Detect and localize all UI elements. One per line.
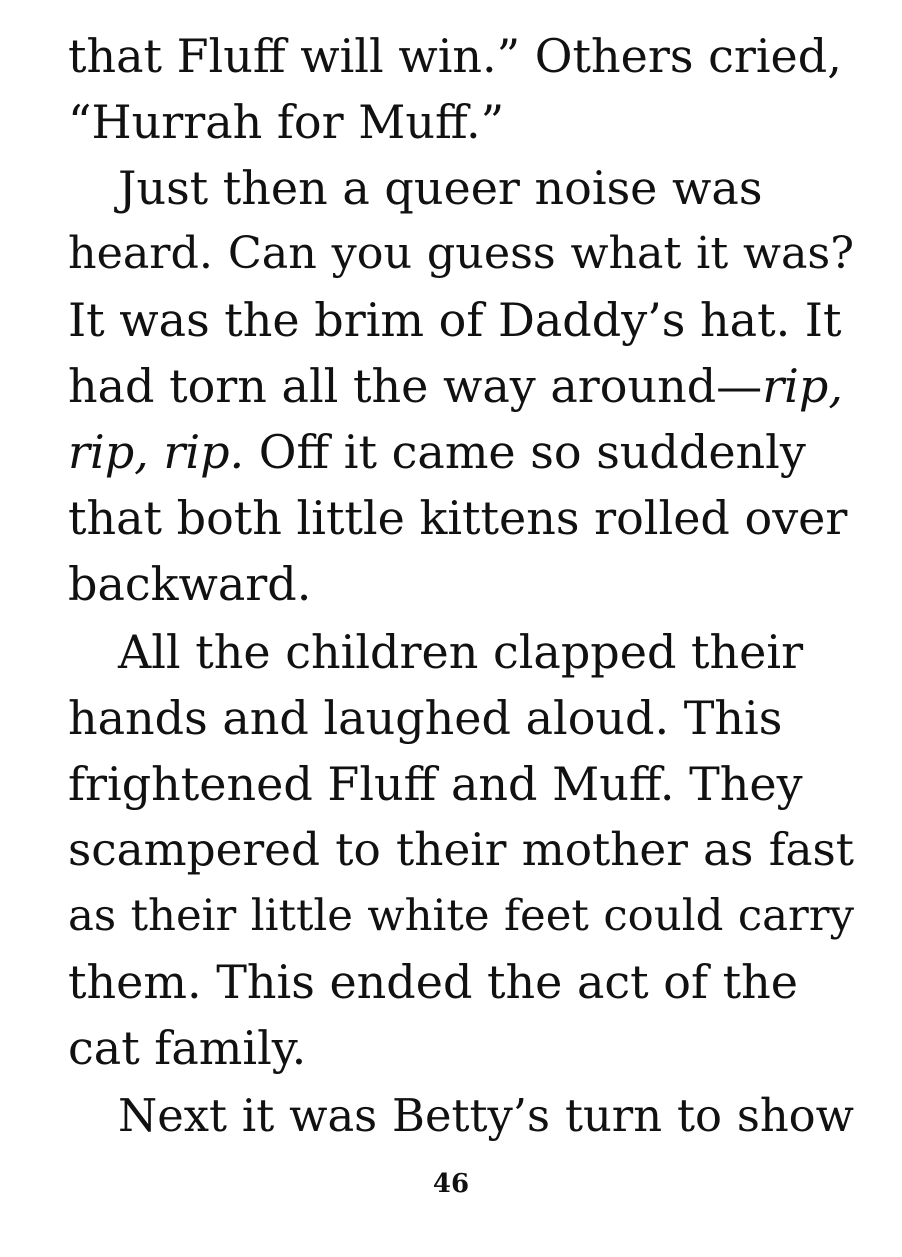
text-line xyxy=(68,756,854,816)
text-segment: had torn all the way around— xyxy=(68,359,763,413)
text-segment: backward. xyxy=(68,557,312,611)
text-line xyxy=(118,1088,854,1148)
text-segment: Just then a queer noise was xyxy=(118,161,763,215)
text-line xyxy=(68,888,854,948)
text-line xyxy=(68,490,854,550)
text-segment: scampered to their mother as fast xyxy=(68,823,854,876)
text-segment: It was the brim of Daddy’s hat. It xyxy=(68,293,842,347)
text-line xyxy=(68,690,854,750)
text-line xyxy=(68,556,854,616)
text-segment: heard. Can you guess what it was? xyxy=(68,228,854,279)
text-line xyxy=(68,424,854,484)
text-line xyxy=(68,822,854,882)
text-segment: frightened Fluff and Muff. They xyxy=(68,757,803,811)
text-segment: that Fluff will win.” Others cried, xyxy=(68,29,842,83)
text-segment: Off it came so suddenly xyxy=(244,425,806,479)
text-segment: as their little white feet could carry xyxy=(68,891,854,941)
text-segment: Next it was Betty’s turn to show xyxy=(118,1089,854,1142)
text-segment-italic: rip, rip. xyxy=(68,425,245,479)
text-segment: hands and laughed aloud. This xyxy=(68,691,783,745)
text-line xyxy=(68,28,854,88)
page-number: 46 xyxy=(432,1169,470,1199)
text-segment: them. This ended the act of the xyxy=(68,955,798,1009)
text-segment: “Hurrah for Muff.” xyxy=(68,95,505,149)
text-segment: All the children clapped their xyxy=(118,625,804,679)
text-line xyxy=(68,954,854,1014)
text-segment-italic: rip, xyxy=(762,359,843,413)
text-line xyxy=(68,1020,854,1080)
text-line xyxy=(68,226,854,286)
text-line xyxy=(68,292,854,352)
text-line xyxy=(118,624,854,684)
text-line xyxy=(118,160,854,220)
text-segment: cat family. xyxy=(68,1021,307,1075)
text-line xyxy=(68,358,854,418)
text-line xyxy=(68,94,854,154)
text-segment: that both little kittens rolled over xyxy=(68,491,848,545)
